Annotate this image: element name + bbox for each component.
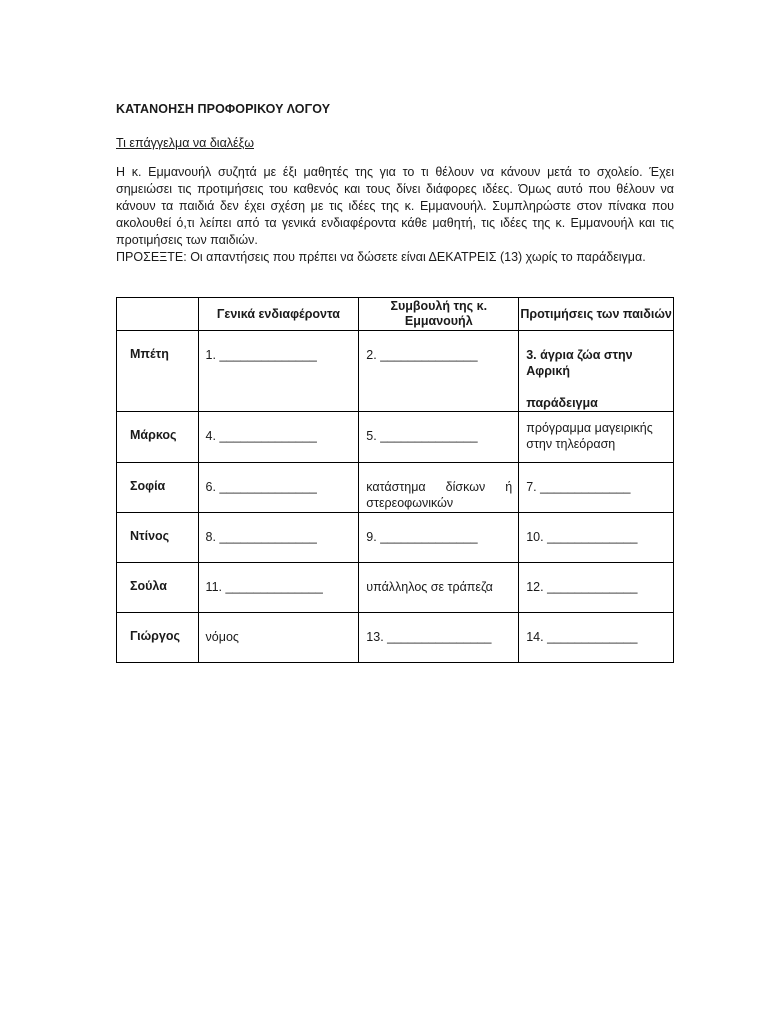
answer-blank[interactable]: 14. _____________	[519, 613, 674, 663]
answer-table	[116, 297, 674, 663]
table-row	[117, 463, 674, 513]
student-name: Σούλα	[117, 563, 199, 613]
table-corner-cell	[117, 298, 199, 331]
header-general-interests: Γενικά ενδιαφέροντα	[198, 298, 359, 331]
student-name: Μπέτη	[117, 331, 199, 412]
instructions-paragraph: Η κ. Εμμανουήλ συζητά με έξι μαθητές της για το τι θέλουν να κάνουν μετά το σχολείο. Έχει σημειώσει τις προτιμήσεις του καθενός και τους δίνει διάφορες ιδέες. Όμως αυτό που θέλουν να κάνουν τα παιδιά δεν έχει σχέση με τις ιδέες της κ. Εμμανουήλ. Συμπληρώστε στον πίνακα που ακολουθεί ό,τι λείπει από τα γενικά ενδιαφέροντα κάθε μαθητή, τις ιδέες της κ. Εμμανουήλ και τις προτιμήσεις των παιδιών.	[116, 165, 674, 247]
table-row	[117, 412, 674, 463]
table-header-row	[117, 298, 674, 331]
page-title: ΚΑΤΑΝΟΗΣΗ ΠΡΟΦΟΡΙΚΟΥ ΛΟΓΟΥ	[116, 102, 331, 116]
example-label: παράδειγμα	[526, 396, 598, 410]
answer-blank[interactable]: 11. ______________	[198, 563, 359, 613]
given-advice-line: κατάστημα δίσκων ή	[366, 480, 513, 494]
answer-blank[interactable]: 4. ______________	[198, 412, 359, 463]
student-name: Ντίνος	[117, 513, 199, 563]
example-answer: 3. άγρια ζώα στην Αφρική	[526, 348, 633, 378]
given-preference: πρόγραμμα μαγειρικής στην τηλεόραση	[519, 412, 674, 463]
student-name: Σοφία	[117, 463, 199, 513]
instructions-note: ΠΡΟΣΕΞΤΕ: Οι απαντήσεις που πρέπει να δώσετε είναι ΔΕΚΑΤΡΕΙΣ (13) χωρίς το παράδειγμα.	[116, 250, 646, 264]
worksheet-subtitle: Τι επάγγελμα να διαλέξω	[116, 136, 254, 150]
header-advice: Συμβουλή της κ. Εμμανουήλ	[359, 298, 519, 331]
table-row	[117, 331, 674, 412]
student-name: Μάρκος	[117, 412, 199, 463]
answer-blank[interactable]: 5. ______________	[359, 412, 519, 463]
given-advice-line: στερεοφωνικών	[366, 496, 454, 510]
answer-blank[interactable]: 12. _____________	[519, 563, 674, 613]
answer-blank[interactable]: 9. ______________	[359, 513, 519, 563]
answer-blank[interactable]: 13. _______________	[359, 613, 519, 663]
given-advice	[359, 463, 519, 513]
table-row	[117, 563, 674, 613]
given-interest: νόμος	[198, 613, 359, 663]
given-advice: υπάλληλος σε τράπεζα	[359, 563, 519, 613]
answer-blank[interactable]: 1. ______________	[198, 331, 359, 412]
answer-blank[interactable]: 6. ______________	[198, 463, 359, 513]
answer-blank[interactable]: 8. ______________	[198, 513, 359, 563]
header-preferences: Προτιμήσεις των παιδιών	[519, 298, 674, 331]
table-row	[117, 513, 674, 563]
table-row	[117, 613, 674, 663]
answer-blank[interactable]: 7. _____________	[519, 463, 674, 513]
example-cell	[519, 331, 674, 412]
answer-blank[interactable]: 10. _____________	[519, 513, 674, 563]
answer-blank[interactable]: 2. ______________	[359, 331, 519, 412]
instructions	[116, 164, 674, 266]
student-name: Γιώργος	[117, 613, 199, 663]
